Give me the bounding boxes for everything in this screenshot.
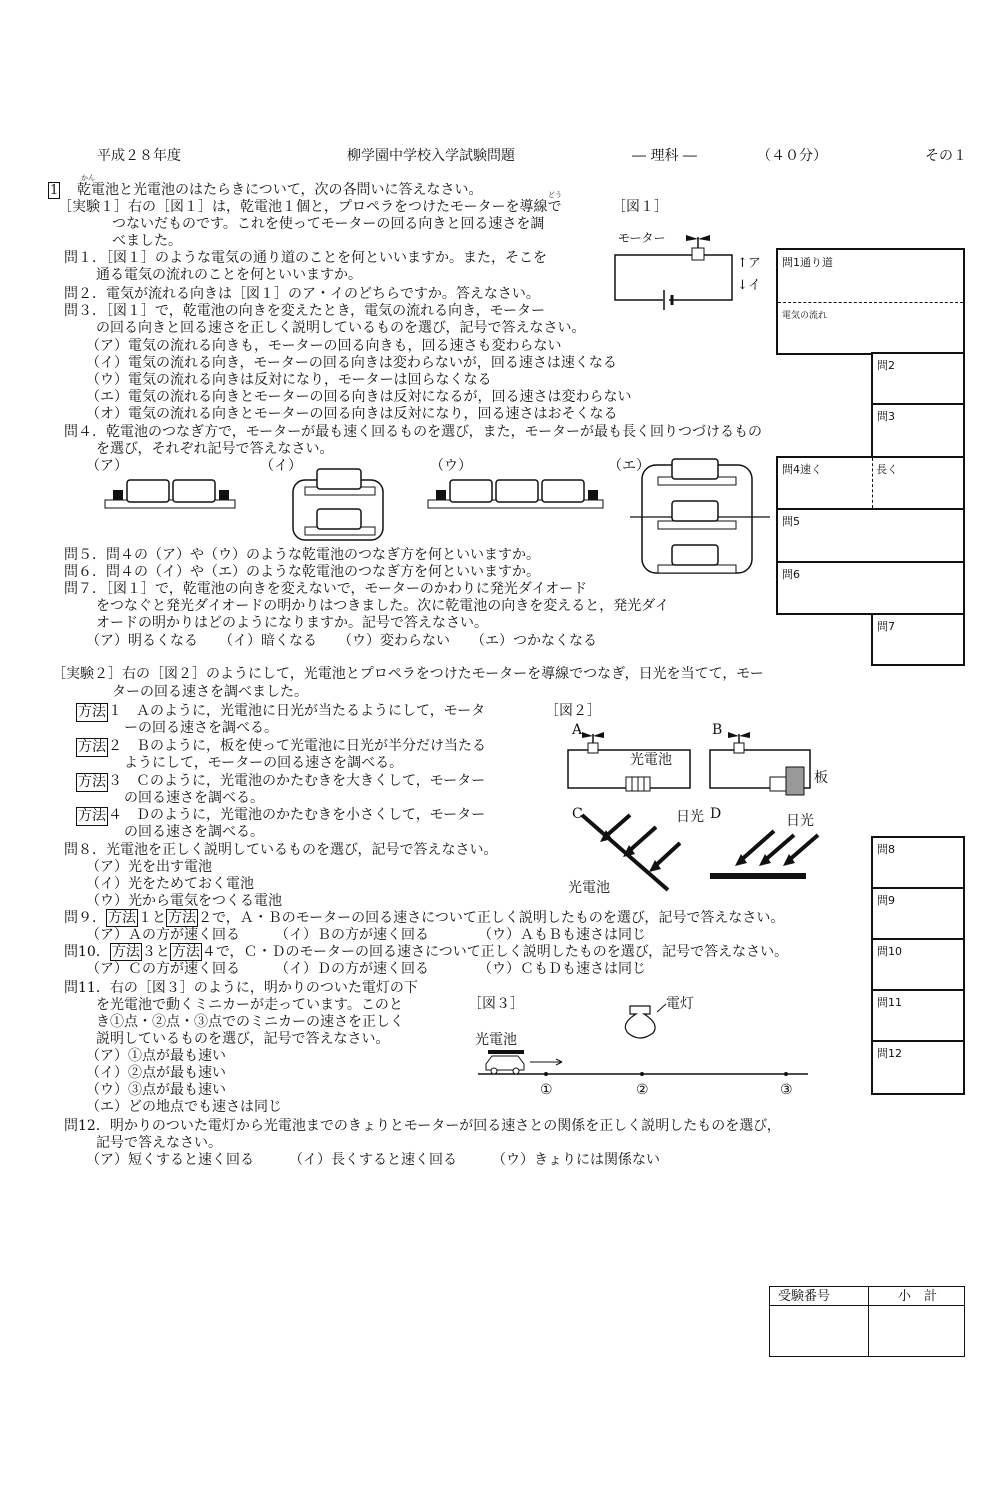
- answer-box-q4[interactable]: [776, 456, 965, 510]
- exp1-line2: つないだものです。これを使ってモーターの回る向きと回る速さを調: [112, 216, 545, 232]
- answer-label: 問6: [782, 568, 800, 581]
- answer-label: 問5: [782, 515, 800, 528]
- q10-mid: ３と: [141, 944, 170, 960]
- method-box: 方法: [78, 704, 106, 720]
- q4-label-i: （イ）: [260, 458, 302, 474]
- fig3-label: ［図３］: [468, 996, 524, 1012]
- q9-options: （ア）Ａの方が速く回る （イ）Ｂの方が速く回る （ウ）ＡもＢも速さは同じ: [86, 927, 646, 943]
- fig2-c-label: C: [572, 806, 583, 822]
- ruby-dou: どう: [548, 191, 562, 199]
- method-box: 方法: [108, 910, 136, 926]
- fig1-label: ［図１］: [612, 199, 668, 215]
- battery-diagram-i: [285, 465, 395, 555]
- q2-text: 問２．電気が流れる向きは［図１］のア・イのどちらですか。答えなさい。: [64, 286, 540, 302]
- answer-box-q9[interactable]: [871, 887, 965, 940]
- answer-box-q3[interactable]: [871, 403, 965, 458]
- fig2-sun-label-c: 日光: [676, 809, 704, 825]
- fig2-d-label: D: [710, 806, 722, 822]
- method-box: 方法: [168, 910, 196, 926]
- q11-option: （ウ）③点が最も速い: [86, 1082, 226, 1098]
- q9-prefix: 問９．: [64, 910, 106, 926]
- method2-line-a: ２ Ｂのように，板を使って光電池に日光が半分だけ当たる: [108, 738, 486, 754]
- answer-box-q6[interactable]: [776, 561, 965, 615]
- answer-label: 問7: [877, 620, 895, 633]
- answer-box-q8[interactable]: [871, 836, 965, 889]
- fig2-label: ［図２］: [545, 703, 601, 719]
- q12-options: （ア）短くすると速く回る （イ）長くすると速く回る （ウ）きょりには関係ない: [86, 1152, 660, 1168]
- q4-label-u: （ウ）: [430, 458, 472, 474]
- q4-label-e: （エ）: [608, 458, 650, 474]
- fig3-point-2: ②: [636, 1082, 649, 1098]
- q9-rest: ２で，Ａ・Ｂのモーターの回る速さについて正しく説明したものを選び，記号で答えなさい。: [198, 910, 785, 926]
- exam-number-label: 受験番号: [778, 1289, 831, 1304]
- exp1-line1: ［実験１］右の［図１］は，乾電池１個と，プロペラをつけたモーターを導線で: [58, 199, 562, 215]
- method-box: 方法: [78, 808, 106, 824]
- q10-stem: [64, 944, 788, 961]
- q3-line-b: の回る向きと回る速さを正しく説明しているものを選び，記号で答えなさい。: [96, 320, 586, 336]
- q12-line1: 問12．明かりのついた電灯から光電池までのきょりとモーターが回る速さとの関係を正しく説明したものを選び，: [64, 1118, 781, 1134]
- subtotal-field[interactable]: [871, 1308, 963, 1354]
- q7-line-a: 問７．［図１］で，乾電池の向きを変えないで，モーターのかわりに発光ダイオード: [64, 581, 588, 597]
- q4-label-a: （ア）: [86, 458, 128, 474]
- method-box: 方法: [78, 774, 106, 790]
- q6-text: 問６．問４の（イ）や（エ）のような乾電池のつなぎ方を何といいますか。: [64, 564, 540, 580]
- fig1-arrow-a: ↑ア: [737, 256, 761, 271]
- fig2-b-label: B: [712, 722, 723, 738]
- method1-line-a: １ Ａのように，光電池に日光が当たるようにして，モータ: [108, 703, 486, 719]
- q11-line3: き①点・②点・③点でのミニカーの速さを正しく: [96, 1014, 404, 1030]
- figure-2-diagram: [560, 725, 840, 895]
- q8-stem: 問８．光電池を正しく説明しているものを選び，記号で答えなさい。: [64, 842, 498, 858]
- method4-line-b: の回る速さを調べる。: [124, 824, 264, 840]
- figure-3-diagram: [478, 998, 818, 1078]
- exam-number-field[interactable]: [772, 1308, 865, 1354]
- q3-option: （ウ）電気の流れる向きは反対になり，モーターは回らなくなる: [86, 372, 492, 388]
- answer-box-q2[interactable]: [871, 352, 965, 405]
- q3-line-a: 問３．［図１］で，乾電池の向きを変えたとき，電気の流れる向き，モーター: [64, 303, 546, 319]
- figure-1-circuit: [600, 225, 750, 305]
- answer-box-q10[interactable]: [871, 938, 965, 991]
- header-year: 平成２８年度: [97, 148, 181, 164]
- q8-option: （ウ）光から電気をつくる電池: [86, 893, 282, 909]
- q11-line2: を光電池で動くミニカーが走っています。このと: [96, 997, 403, 1013]
- q4-line-a: 問４．乾電池のつなぎ方で，モーターが最も速く回るものを選び，また，モーターが最も長く回りつづけるもの: [64, 424, 763, 440]
- answer-box-q1[interactable]: [776, 248, 965, 355]
- exp1-line3: べました。: [112, 233, 182, 249]
- header-page: その１: [925, 148, 967, 164]
- fig2-sun-label-d: 日光: [786, 813, 814, 829]
- answer-box-q11[interactable]: [871, 989, 965, 1042]
- answer-label: 問4速く: [782, 463, 822, 476]
- answer-label: 問12: [877, 1047, 902, 1060]
- q11-option: （ア）①点が最も速い: [86, 1048, 226, 1064]
- battery-diagram-a: [105, 470, 240, 515]
- q3-option: （エ）電気の流れる向きとモーターの回る向きは反対になるが，回る速さは変わらない: [86, 389, 632, 405]
- fig2-pv-label-c: 光電池: [568, 880, 610, 896]
- header-subject: ― 理科 ―: [632, 148, 697, 164]
- q5-text: 問５．問４の（ア）や（ウ）のような乾電池のつなぎ方を何といいますか。: [64, 547, 540, 563]
- method2-line-b: ようにして，モーターの回る速さを調べる。: [124, 755, 404, 771]
- question-number: 1: [50, 183, 59, 198]
- answer-box-q7[interactable]: [871, 613, 965, 666]
- q7-options: （ア）明るくなる （イ）暗くなる （ウ）変わらない （エ）つかなくなる: [86, 633, 597, 649]
- method3-line-a: ３ Ｃのように，光電池のかたむきを大きくして，モーター: [108, 773, 486, 789]
- q11-option: （エ）どの地点でも速さは同じ: [86, 1099, 282, 1115]
- q3-option: （イ）電気の流れる向き，モーターの回る向きは変わらないが，回る速さは速くなる: [86, 355, 617, 371]
- battery-diagram-e: [630, 455, 770, 580]
- ruby-kan: かん: [81, 174, 95, 182]
- exp2-line2: ターの回る速さを調べました。: [112, 684, 308, 700]
- fig1-motor-label: モーター: [618, 231, 666, 245]
- fig2-a-label: A: [572, 722, 583, 738]
- answer-label: 問3: [877, 410, 895, 423]
- fig3-point-3: ③: [780, 1082, 793, 1098]
- answer-label: 問1通り道: [782, 256, 833, 269]
- answer-label: 長く: [876, 463, 898, 476]
- fig1-arrow-i: ↓イ: [737, 278, 761, 293]
- q9-mid: １と: [138, 910, 166, 926]
- answer-label: 問9: [877, 894, 895, 907]
- q7-line-c: オードの明かりはどのようになりますか。記号で答えなさい。: [96, 615, 488, 631]
- answer-label: 問11: [877, 996, 902, 1009]
- subtotal-label: 小 計: [898, 1289, 938, 1304]
- fig3-point-1: ①: [540, 1082, 553, 1098]
- method-box: 方法: [171, 944, 200, 960]
- q1-intro: 乾電池と光電池のはたらきについて，次の各問いに答えなさい。: [77, 182, 483, 198]
- fig2-board-label: 板: [814, 770, 828, 786]
- q11-line4: 説明しているものを選び，記号で答えなさい。: [96, 1031, 390, 1047]
- fig2-pv-label: 光電池: [630, 752, 672, 768]
- q4-line-b: を選び，それぞれ記号で答えなさい。: [96, 441, 334, 457]
- exp2-line1: ［実験２］右の［図２］のようにして，光電池とプロペラをつけたモーターを導線でつなぎ，日光を当てて，モー: [52, 666, 764, 682]
- q10-rest: ４で，Ｃ・Ｄのモーターの回る速さについて正しく説明したものを選び，記号で答えなさい。: [201, 944, 789, 960]
- score-table: [769, 1286, 965, 1357]
- q12-line2: 記号で答えなさい。: [96, 1135, 222, 1151]
- fig3-pv-label: 光電池: [475, 1032, 517, 1048]
- method1-line-b: ーの回る速さを調べる。: [124, 720, 278, 736]
- q3-option: （オ）電気の流れる向きとモーターの回る向きは反対になり，回る速さはおそくなる: [86, 406, 618, 422]
- q11-line1: 問11．右の［図３］のように，明かりのついた電灯の下: [64, 980, 418, 996]
- battery-diagram-u: [428, 470, 608, 515]
- q9-stem: [64, 910, 784, 927]
- answer-box-q12[interactable]: [871, 1040, 965, 1095]
- q10-options: （ア）Ｃの方が速く回る （イ）Ｄの方が速く回る （ウ）ＣもＤも速さは同じ: [86, 961, 646, 977]
- method-box: 方法: [111, 944, 140, 960]
- header-school: 柳学園中学校入学試験問題: [347, 148, 515, 164]
- q1-line-a: 問１．［図１］のような電気の通り道のことを何といいますか。また，そこを: [64, 250, 547, 266]
- q11-option: （イ）②点が最も速い: [86, 1065, 226, 1081]
- q8-option: （ア）光を出す電池: [86, 859, 212, 875]
- q8-option: （イ）光をためておく電池: [86, 876, 254, 892]
- q10-prefix: 問10．: [64, 944, 110, 960]
- answer-label: 問8: [877, 843, 895, 856]
- method-box: 方法: [78, 739, 106, 755]
- answer-box-q5[interactable]: [776, 508, 965, 563]
- q3-option: （ア）電気の流れる向きも，モーターの回る向きも，回る速さも変わらない: [86, 338, 562, 354]
- answer-label: 問2: [877, 359, 895, 372]
- fig3-lamp-label: 電灯: [666, 996, 694, 1012]
- method3-line-b: の回る速さを調べる。: [124, 790, 264, 806]
- answer-label: 電気の流れ: [782, 311, 828, 321]
- q7-line-b: をつなぐと発光ダイオードの明かりはつきました。次に乾電池の向きを変えると，発光ダイ: [96, 598, 670, 614]
- answer-label: 問10: [877, 945, 902, 958]
- header-time: （４０分）: [757, 148, 827, 164]
- q1-line-b: 通る電気の流れのことを何といいますか。: [96, 267, 362, 283]
- method4-line-a: ４ Ｄのように，光電池のかたむきを小さくして，モーター: [108, 807, 486, 823]
